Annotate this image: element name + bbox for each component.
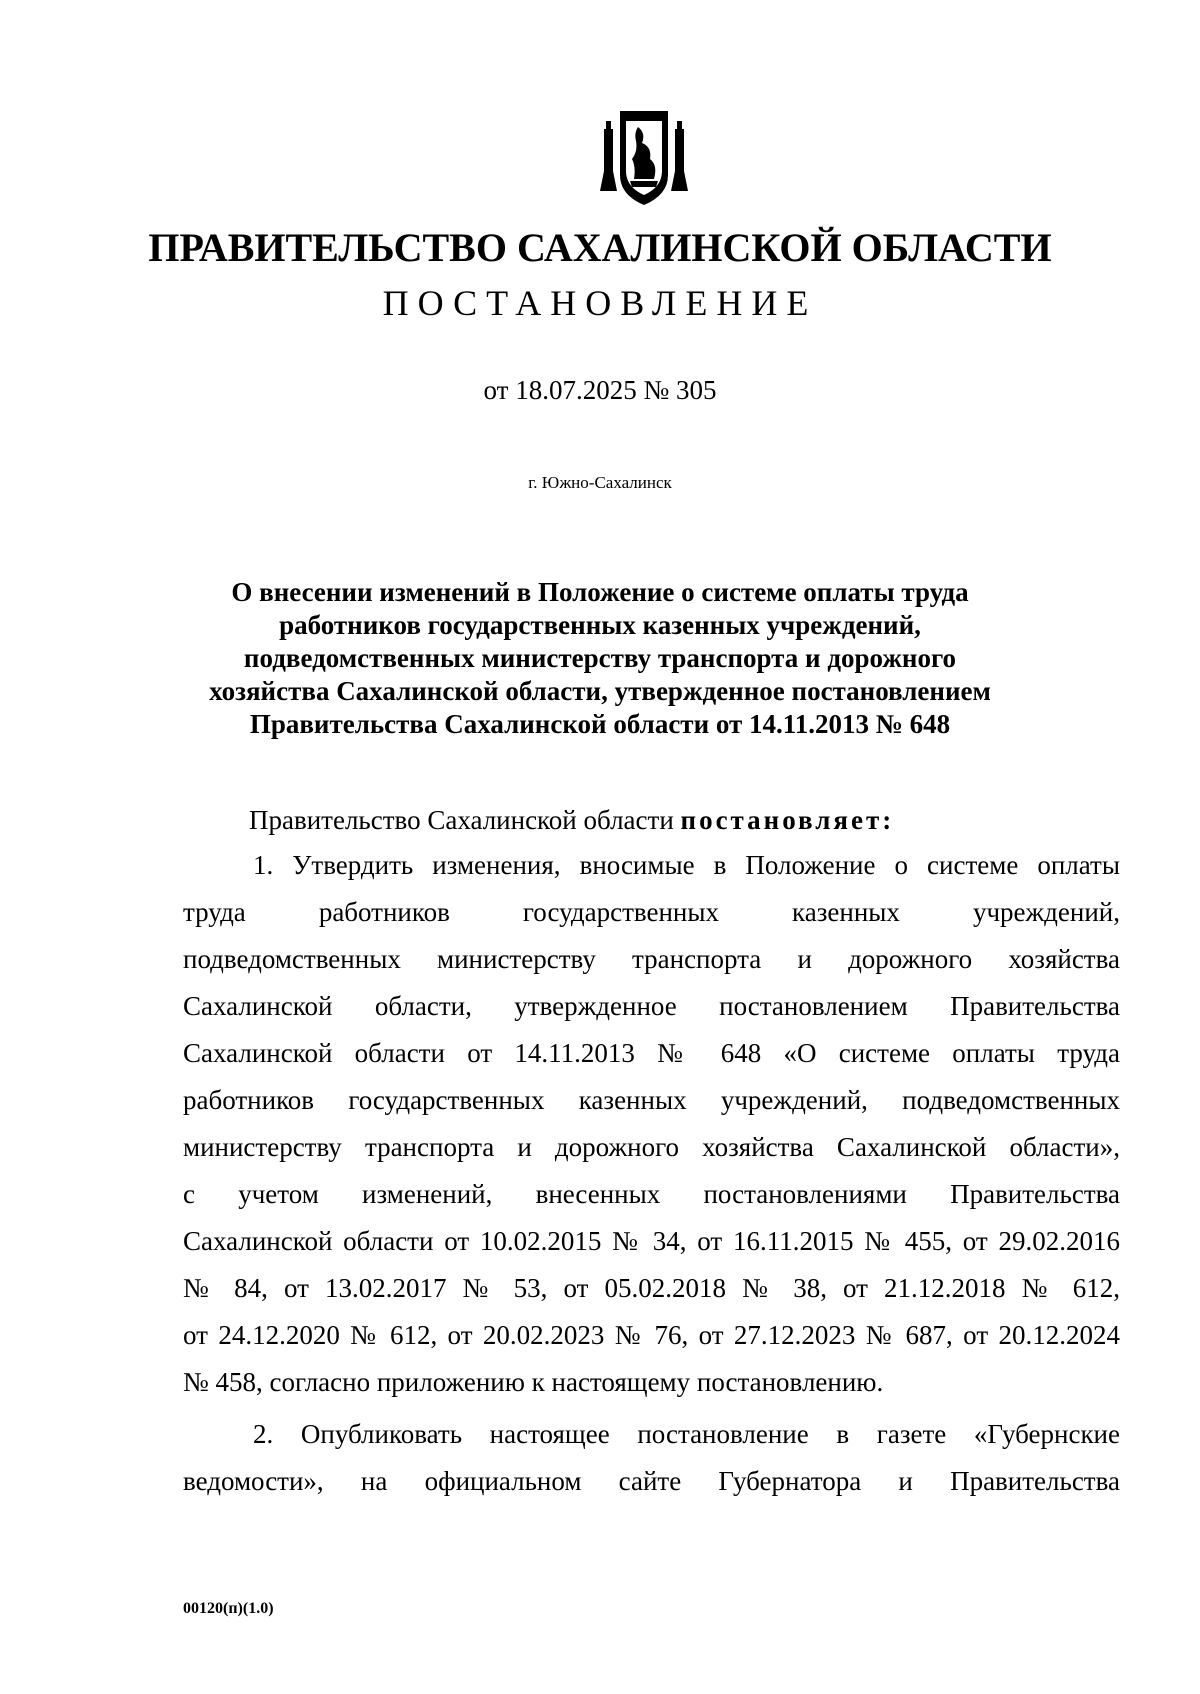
- intro-text: Правительство Сахалинской области: [249, 805, 674, 835]
- body-line: работников государственных казенных учреждений, подведомственных: [183, 1085, 1120, 1115]
- sakhalin-coat-of-arms-icon: [596, 107, 692, 209]
- body-line: 2. Опубликовать настоящее постановление в газете «Губернские: [253, 1419, 1120, 1449]
- subject-line: О внесении изменений в Положение о системе оплаты труда: [231, 577, 969, 607]
- subject-line: подведомственных министерству транспорта и дорожного: [243, 643, 957, 673]
- government-title: ПРАВИТЕЛЬСТВО САХАЛИНСКОЙ ОБЛАСТИ: [148, 225, 1052, 270]
- intro-line: [183, 803, 1120, 837]
- body-line: Сахалинской области, утвержденное постановлением Правительства: [183, 991, 1120, 1021]
- body-line: от 24.12.2020 № 612, от 20.02.2023 № 76, от 27.12.2023 № 687, от 20.12.2024: [183, 1320, 1120, 1350]
- document-city: г. Южно-Сахалинск: [528, 473, 672, 492]
- document-date-number: от 18.07.2025 № 305: [483, 375, 717, 405]
- subject-line: работников государственных казенных учреждений,: [279, 610, 921, 640]
- body-line: № 84, от 13.02.2017 № 53, от 05.02.2018 № 38, от 21.12.2018 № 612,: [183, 1273, 1120, 1303]
- subject-line: Правительства Сахалинской области от 14.11.2013 № 648: [249, 709, 951, 739]
- body-line: министерству транспорта и дорожного хозяйства Сахалинской области»,: [183, 1132, 1120, 1162]
- subject-line: хозяйства Сахалинской области, утвержденное постановлением: [209, 676, 991, 706]
- body-line: 1. Утвердить изменения, вносимые в Положение о системе оплаты: [253, 850, 1120, 880]
- document-type: ПОСТАНОВЛЕНИЕ: [382, 283, 818, 323]
- body-line: Сахалинской области от 10.02.2015 № 34, от 16.11.2015 № 455, от 29.02.2016: [183, 1226, 1120, 1256]
- body-line: ведомости», на официальном сайте Губернатора и Правительства: [183, 1466, 1120, 1496]
- footer-document-code: 00120(п)(1.0): [183, 1600, 274, 1617]
- body-line: № 458, согласно приложению к настоящему постановлению.: [183, 1367, 884, 1397]
- intro-verb: постановляет:: [680, 805, 895, 835]
- body-line: с учетом изменений, внесенных постановлениями Правительства: [183, 1179, 1120, 1209]
- body-line: Сахалинской области от 14.11.2013 № 648 «О системе оплаты труда: [183, 1038, 1120, 1068]
- body-line: труда работников государственных казенных учреждений,: [183, 897, 1120, 927]
- document-subject: [150, 576, 1050, 741]
- body-line: подведомственных министерству транспорта и дорожного хозяйства: [183, 944, 1120, 974]
